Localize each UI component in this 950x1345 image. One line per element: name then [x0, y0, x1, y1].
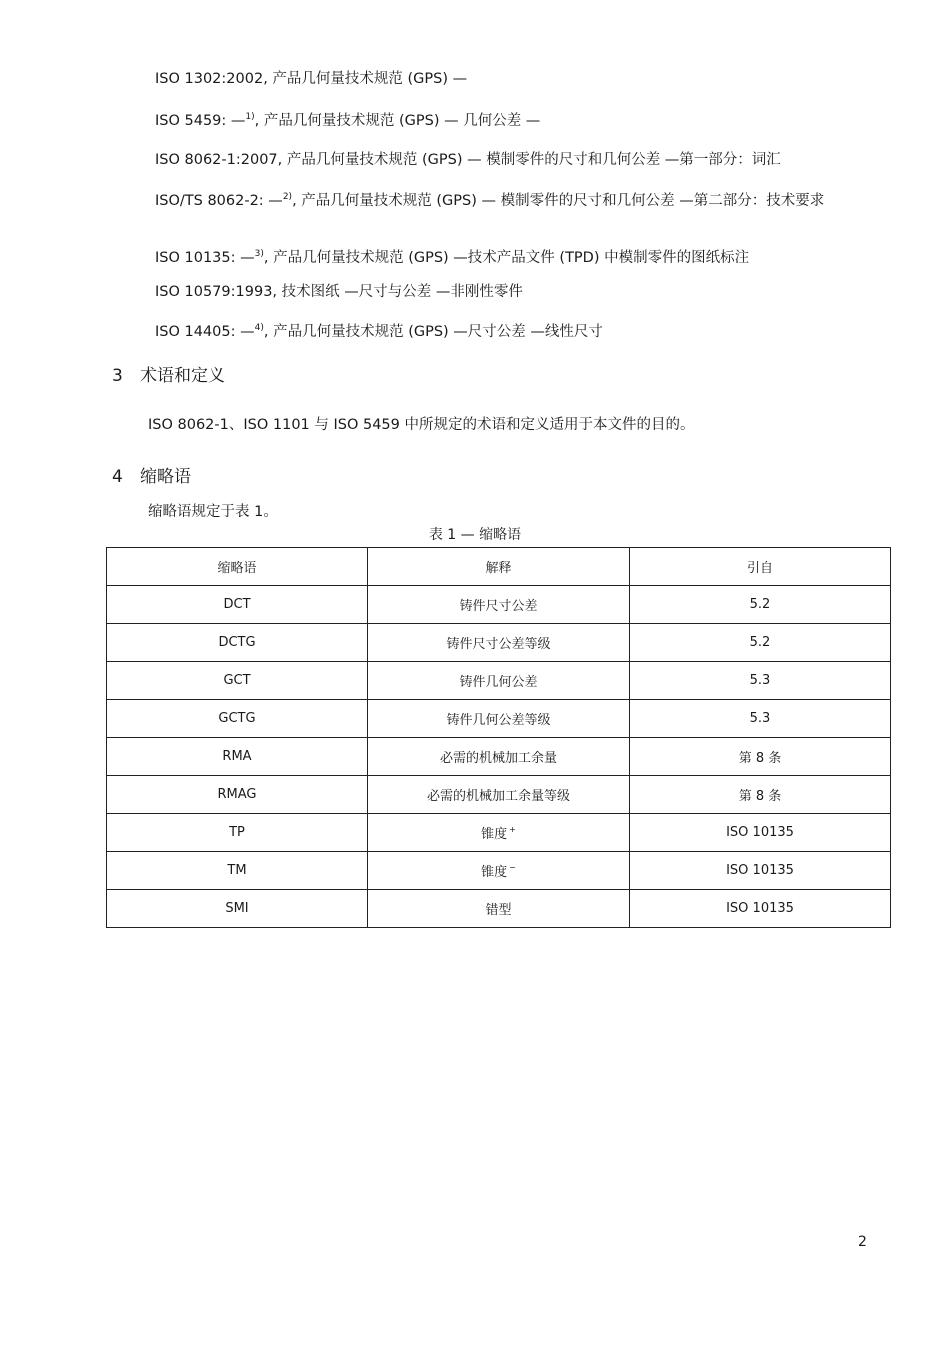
- source-cell: 5.2: [630, 586, 891, 624]
- reference-text: ISO 8062-1:2007, 产品几何量技术规范 (GPS) — 模制零件的尺寸和几何公差 —第一部分：词汇: [155, 152, 781, 168]
- column-header-source: 引自: [630, 548, 891, 586]
- abbreviation-cell: SMI: [107, 890, 368, 928]
- footnote-marker: 2): [282, 192, 293, 202]
- meaning-text: 铸件尺寸公差等级: [446, 637, 551, 652]
- table-row: [107, 738, 891, 776]
- meaning-text: 锥度: [481, 865, 508, 880]
- section-title: 缩略语: [140, 467, 191, 487]
- section-number: 3: [112, 366, 123, 386]
- reference-text: ISO/TS 8062-2: —: [155, 193, 283, 209]
- meaning-text: 必需的机械加工余量: [439, 751, 557, 766]
- meaning-cell: [368, 662, 630, 700]
- table-row: [107, 852, 891, 890]
- abbreviations-table: [106, 547, 891, 928]
- table-row: [107, 814, 891, 852]
- footnote-marker: 1): [245, 112, 255, 122]
- source-cell: 第 8 条: [630, 776, 891, 814]
- source-cell: 5.3: [630, 662, 891, 700]
- meaning-cell: [368, 814, 630, 852]
- footnote-marker: 3): [254, 249, 264, 259]
- reference-text: ISO 14405: —: [155, 324, 255, 340]
- abbreviation-cell: TM: [107, 852, 368, 890]
- source-cell: ISO 10135: [630, 890, 891, 928]
- meaning-text: 错型: [485, 903, 512, 918]
- abbreviation-cell: DCT: [107, 586, 368, 624]
- meaning-cell: [368, 700, 630, 738]
- meaning-cell: [368, 738, 630, 776]
- column-header-abbreviation: 缩略语: [107, 548, 368, 586]
- meaning-cell: [368, 776, 630, 814]
- abbreviation-cell: RMA: [107, 738, 368, 776]
- abbreviation-cell: GCTG: [107, 700, 368, 738]
- source-cell: 5.3: [630, 700, 891, 738]
- abbreviation-cell: RMAG: [107, 776, 368, 814]
- meaning-text: 铸件几何公差等级: [446, 713, 551, 728]
- reference-iso-14405: [155, 317, 603, 343]
- table-row: [107, 586, 891, 624]
- table-header-row: [107, 548, 891, 586]
- meaning-text: 必需的机械加工余量等级: [426, 789, 570, 804]
- table-row: [107, 700, 891, 738]
- abbreviation-cell: DCTG: [107, 624, 368, 662]
- reference-text-rest: , 产品几何量技术规范 (GPS) —技术产品文件 (TPD) 中模制零件的图纸标注: [263, 250, 750, 266]
- minus-superscript: −: [509, 863, 516, 872]
- section-3-body: ISO 8062-1、ISO 1101 与 ISO 5459 中所规定的术语和定义适用于本文件的目的。: [148, 417, 695, 433]
- column-header-meaning: 解释: [368, 548, 630, 586]
- reference-text: ISO 5459: —: [155, 113, 246, 129]
- reference-text: ISO 10135: —: [155, 250, 255, 266]
- meaning-text: 锥度: [481, 827, 508, 842]
- table-row: [107, 776, 891, 814]
- table-row: [107, 624, 891, 662]
- table-row: [107, 890, 891, 928]
- reference-iso-10135: [155, 243, 749, 269]
- reference-iso-5459: [155, 106, 540, 132]
- table-row: [107, 662, 891, 700]
- reference-text-rest: , 产品几何量技术规范 (GPS) — 几何公差 —: [254, 113, 541, 129]
- plus-superscript: +: [509, 825, 516, 834]
- meaning-text: 铸件几何公差: [459, 675, 538, 690]
- abbreviation-cell: TP: [107, 814, 368, 852]
- source-cell: 第 8 条: [630, 738, 891, 776]
- meaning-cell: [368, 586, 630, 624]
- section-3-heading: [112, 361, 225, 386]
- reference-text: ISO 10579:1993, 技术图纸 —尺寸与公差 —非刚性零件: [155, 284, 523, 300]
- source-cell: ISO 10135: [630, 852, 891, 890]
- source-cell: ISO 10135: [630, 814, 891, 852]
- meaning-cell: [368, 890, 630, 928]
- reference-iso-ts-8062-2: [155, 186, 885, 212]
- reference-iso-10579: [155, 281, 523, 303]
- section-number: 4: [112, 467, 123, 487]
- reference-iso-8062-1: [155, 149, 781, 171]
- source-cell: 5.2: [630, 624, 891, 662]
- abbreviation-cell: GCT: [107, 662, 368, 700]
- page-number: 2: [858, 1234, 867, 1250]
- reference-text: ISO 1302:2002, 产品几何量技术规范 (GPS) —: [155, 71, 468, 87]
- meaning-text: 铸件尺寸公差: [459, 599, 538, 614]
- reference-iso-1302: [155, 68, 467, 90]
- reference-text-rest: , 产品几何量技术规范 (GPS) — 模制零件的尺寸和几何公差 —第二部分：技术要求: [292, 193, 825, 209]
- section-4-intro: 缩略语规定于表 1。: [148, 504, 278, 520]
- meaning-cell: [368, 852, 630, 890]
- footnote-marker: 4): [254, 323, 264, 333]
- section-title: 术语和定义: [140, 366, 225, 386]
- table-caption: 表 1 — 缩略语: [428, 527, 522, 543]
- reference-text-rest: , 产品几何量技术规范 (GPS) —尺寸公差 —线性尺寸: [263, 324, 603, 340]
- section-4-heading: [112, 462, 191, 487]
- meaning-cell: [368, 624, 630, 662]
